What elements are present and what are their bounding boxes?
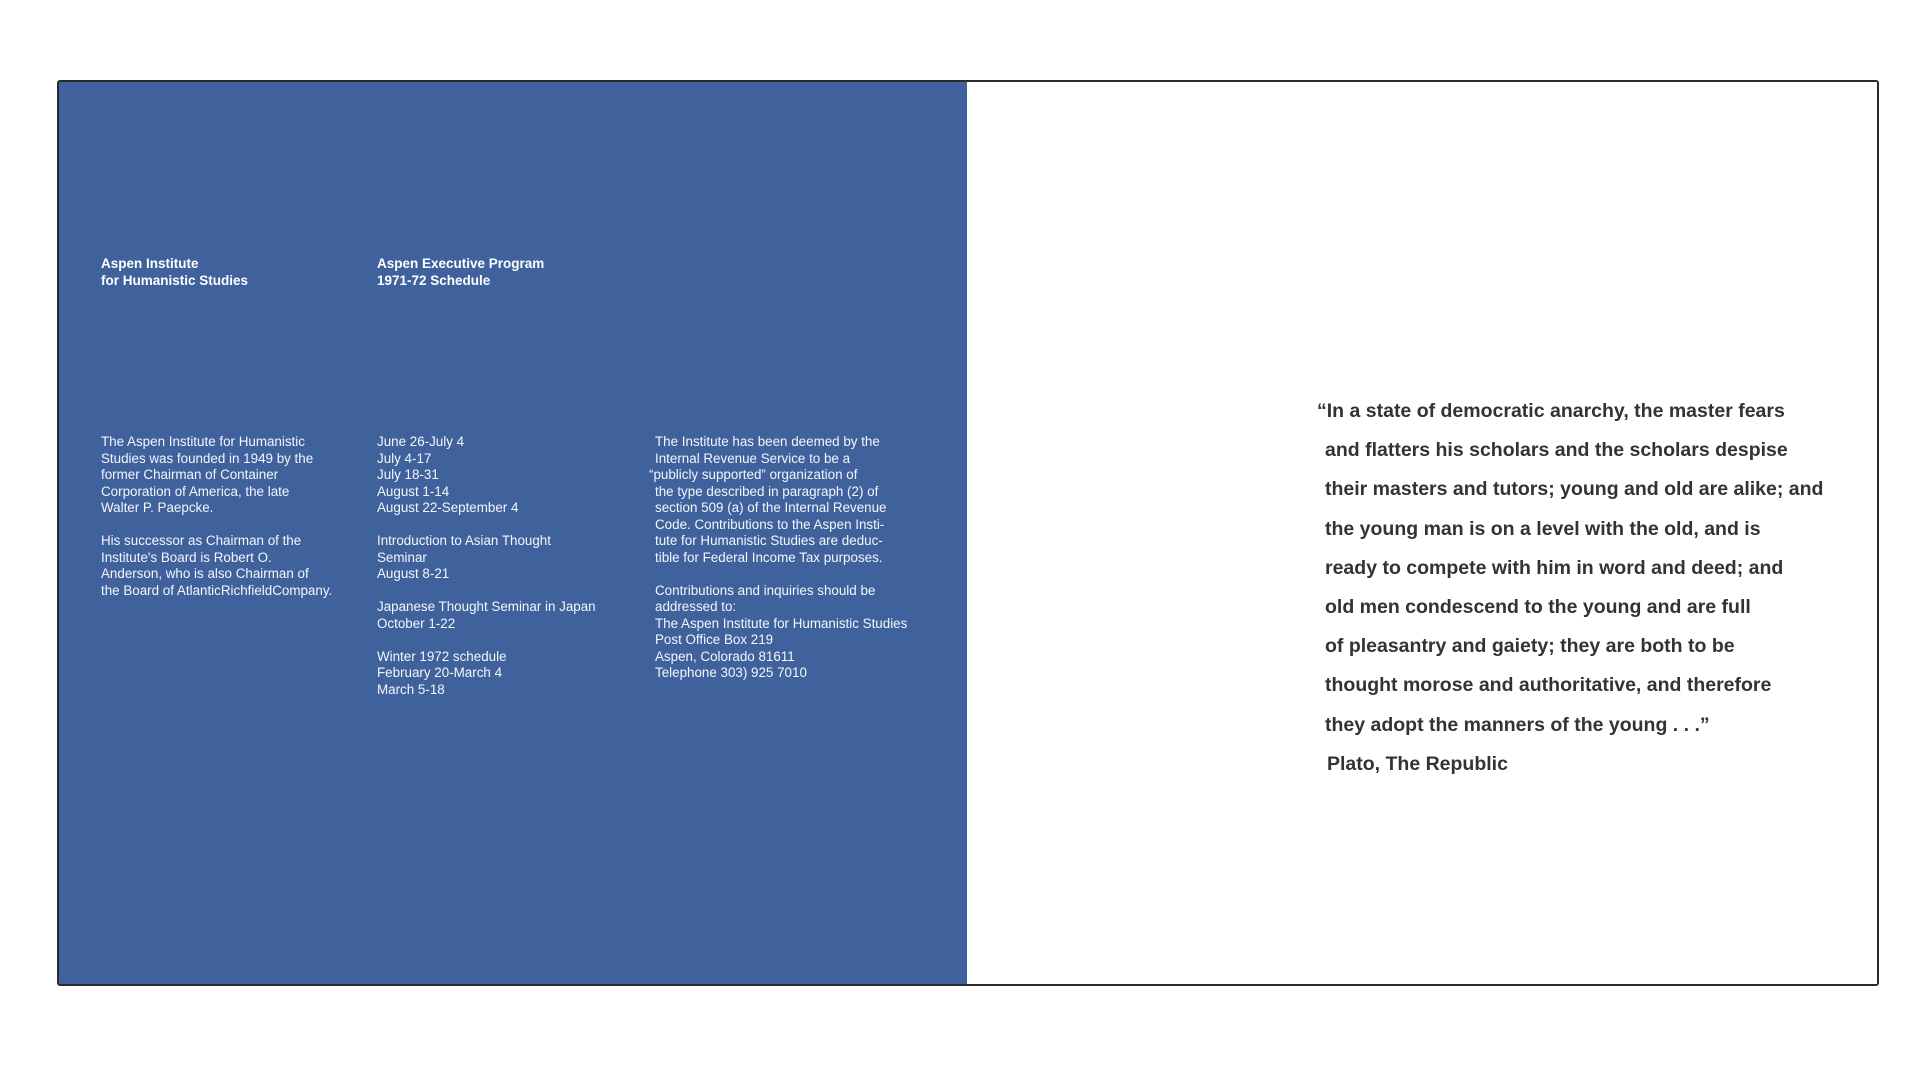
program-heading-line: 1971-72 Schedule (377, 273, 491, 288)
plato-quote (1317, 392, 1824, 784)
quote-line: they adopt the manners of the young . . .” (1325, 713, 1710, 736)
contributions-paragraph (655, 583, 907, 682)
text-line: Institute's Board is Robert O. (101, 549, 272, 565)
quote-line: and flatters his scholars and the scholars despise (1325, 439, 1788, 462)
mailing-address-line: Post Office Box 219 (655, 632, 774, 647)
text-line: tute for Humanistic Studies are deduc- (655, 533, 883, 548)
quote-line: “In a state of democratic anarchy, the master fears (1317, 400, 1785, 422)
successor-paragraph (101, 533, 332, 599)
program-heading (377, 255, 544, 289)
schedule-date: February 20-March 4 (377, 665, 503, 680)
history-column (101, 434, 332, 599)
winter-schedule (377, 649, 596, 699)
text-line: Code. Contributions to the Aspen Insti- (655, 516, 885, 532)
brochure-spread (57, 80, 1879, 986)
text-line: tible for Federal Income Tax purposes. (655, 549, 883, 565)
text-line: The Institute has been deemed by the (655, 434, 880, 449)
asian-seminar (377, 533, 596, 583)
schedule-date: August 1-14 (377, 483, 450, 499)
quote-line: ready to compete with him in word and deed; and (1325, 556, 1784, 579)
founding-paragraph (101, 434, 332, 517)
institute-heading-line: Aspen Institute (101, 256, 199, 271)
text-line: Walter P. Paepcke. (101, 500, 214, 515)
text-line: His successor as Chairman of the (101, 533, 302, 548)
tax-status-paragraph (649, 434, 907, 566)
schedule-date: July 18-31 (377, 467, 439, 482)
text-line: Internal Revenue Service to be a (655, 450, 851, 466)
quote-line: thought morose and authoritative, and therefore (1325, 674, 1772, 697)
schedule-date: March 5-18 (377, 681, 445, 697)
quote-panel (967, 82, 1877, 984)
blue-info-panel (59, 82, 967, 984)
quote-line: the young man is on a level with the old, and is (1325, 517, 1761, 540)
text-line: The Aspen Institute for Humanistic (101, 434, 305, 449)
japan-seminar (377, 599, 596, 632)
mailing-address-line: The Aspen Institute for Humanistic Studies (655, 615, 908, 631)
text-line: “publicly supported” organization of (649, 467, 858, 482)
quote-line: of pleasantry and gaiety; they are both to be (1325, 635, 1735, 658)
schedule-column (377, 434, 596, 698)
text-line: section 509 (a) of the Internal Revenue (655, 500, 887, 515)
institute-heading (101, 255, 248, 289)
text-line: addressed to: (655, 599, 737, 614)
schedule-date: June 26-July 4 (377, 434, 465, 449)
text-line: the Board of AtlanticRichfieldCompany. (101, 582, 333, 598)
text-line: former Chairman of Container (101, 467, 279, 482)
quote-line: their masters and tutors; young and old are alike; and (1325, 478, 1824, 501)
telephone-line: Telephone 303) 925 7010 (655, 665, 807, 680)
text-line: Seminar (377, 549, 427, 565)
schedule-date: August 8-21 (377, 566, 450, 581)
schedule-dates (377, 434, 596, 517)
contact-column (649, 434, 908, 682)
quote-line: old men condescend to the young and are full (1325, 595, 1751, 618)
text-line: Introduction to Asian Thought (377, 533, 551, 548)
mailing-address-line: Aspen, Colorado 81611 (655, 648, 795, 664)
text-line: Studies was founded in 1949 by the (101, 450, 314, 466)
text-line: Japanese Thought Seminar in Japan (377, 599, 596, 614)
schedule-date: October 1-22 (377, 615, 456, 631)
text-line: Anderson, who is also Chairman of (101, 566, 309, 581)
text-line: Winter 1972 schedule (377, 648, 507, 664)
text-line: Corporation of America, the late (101, 483, 290, 499)
schedule-date: July 4-17 (377, 450, 432, 466)
program-heading-line: Aspen Executive Program (377, 256, 545, 271)
schedule-date: August 22-September 4 (377, 500, 519, 515)
text-line: the type described in paragraph (2) of (655, 483, 879, 499)
text-line: Contributions and inquiries should be (655, 582, 876, 598)
institute-heading-line: for Humanistic Studies (101, 273, 249, 288)
quote-attribution: Plato, The Republic (1327, 752, 1508, 775)
